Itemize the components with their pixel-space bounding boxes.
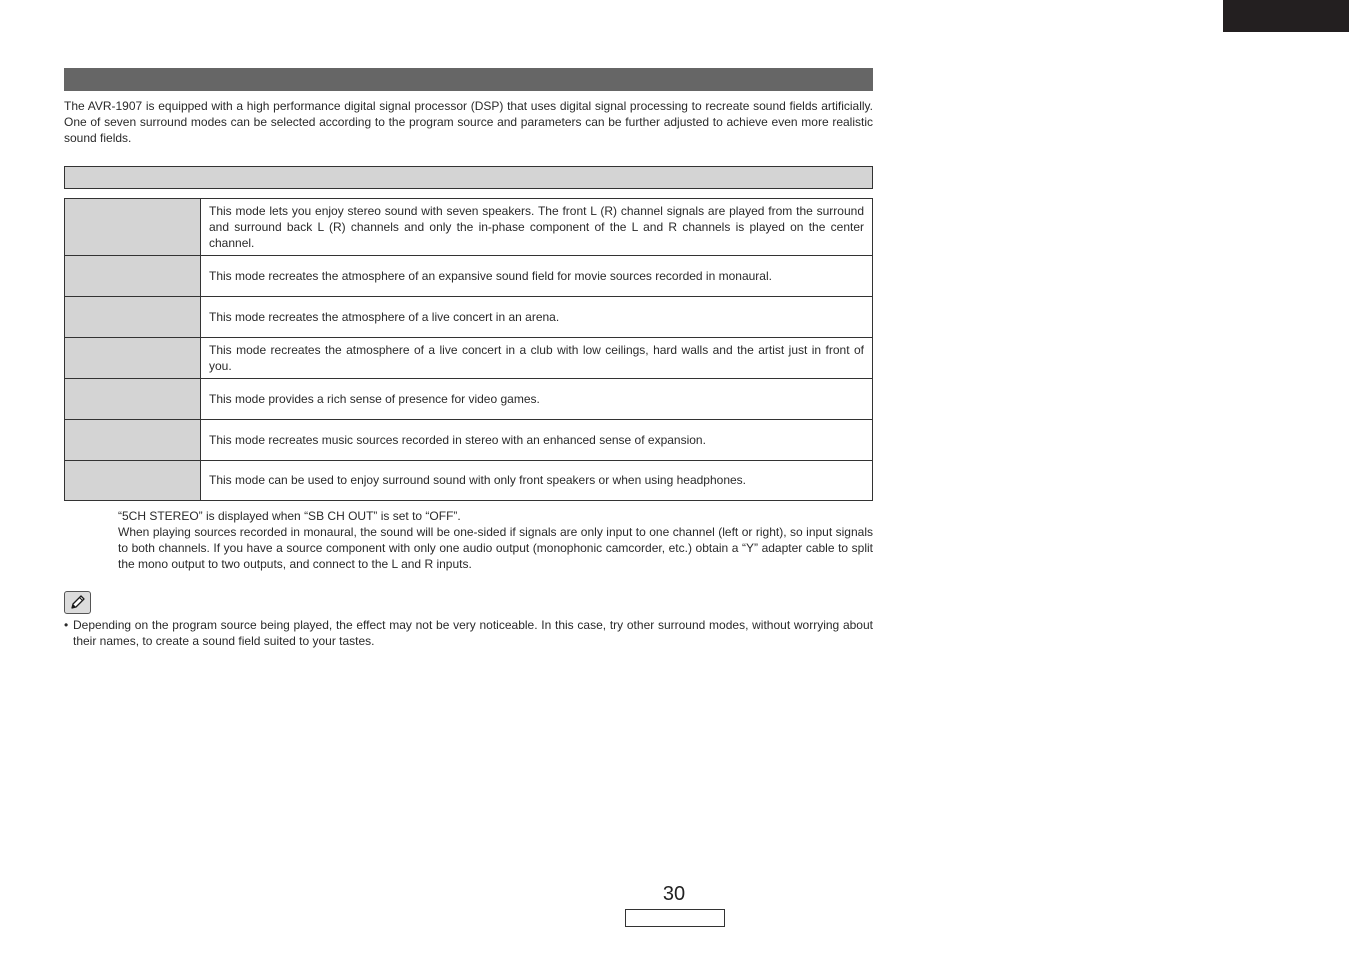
table-row: [65, 420, 873, 461]
page-label-box: [625, 909, 725, 927]
table-row: [65, 461, 873, 501]
footnote: When playing sources recorded in monaural, the sound will be one-sided if signals are only input to one channel (left or right), so input signals to both channels. If you have a source component with only one audio output (monophonic camcorder, etc.) obtain a “Y” adapter cable to split the mono output to two outputs, and connect to the L and R inputs.: [118, 525, 873, 571]
pencil-icon: [64, 591, 91, 614]
section-heading-bar: [64, 68, 873, 91]
mode-description: This mode lets you enjoy stereo sound with seven speakers. The front L (R) channel signals are played from the surround and surround back L (R) channels and only the in-phase component of the L and R channels is played on the center channel.: [201, 199, 873, 256]
table-row: [65, 379, 873, 420]
table-row: [65, 199, 873, 256]
bullet-dot: •: [64, 618, 69, 632]
mode-description: This mode recreates the atmosphere of an expansive sound field for movie sources recorded in monaural.: [201, 256, 873, 297]
subsection-heading-bar: [64, 166, 873, 189]
note-bullet: [64, 617, 873, 649]
intro-paragraph: The AVR-1907 is equipped with a high performance digital signal processor (DSP) that uses digital signal processing to recreate sound fields artificially. One of seven surround modes can be selected according to the program source and parameters can be further adjusted to achieve even more realistic sound fields.: [64, 99, 873, 145]
mode-description: This mode recreates the atmosphere of a live concert in an arena.: [201, 297, 873, 338]
mode-name-cell: [65, 297, 201, 338]
language-tab: [1223, 0, 1349, 32]
table-row: [65, 256, 873, 297]
mode-description: This mode recreates music sources recorded in stereo with an enhanced sense of expansion.: [201, 420, 873, 461]
note-text: Depending on the program source being played, the effect may not be very noticeable. In this case, try other surround modes, without worrying about their names, to create a sound field suited to your tastes.: [73, 618, 873, 648]
mode-description: This mode recreates the atmosphere of a live concert in a club with low ceilings, hard walls and the artist just in front of you.: [201, 338, 873, 379]
surround-modes-table: [64, 198, 873, 501]
footnotes: [118, 508, 873, 572]
mode-name-cell: [65, 338, 201, 379]
mode-name-cell: [65, 199, 201, 256]
table-row: [65, 297, 873, 338]
mode-name-cell: [65, 256, 201, 297]
mode-name-cell: [65, 420, 201, 461]
mode-description: This mode can be used to enjoy surround sound with only front speakers or when using headphones.: [201, 461, 873, 501]
mode-name-cell: [65, 461, 201, 501]
mode-description: This mode provides a rich sense of presence for video games.: [201, 379, 873, 420]
table-row: [65, 338, 873, 379]
footnote: “5CH STEREO” is displayed when “SB CH OUT” is set to “OFF”.: [118, 509, 461, 523]
mode-name-cell: [65, 379, 201, 420]
page-number: 30: [662, 883, 686, 905]
